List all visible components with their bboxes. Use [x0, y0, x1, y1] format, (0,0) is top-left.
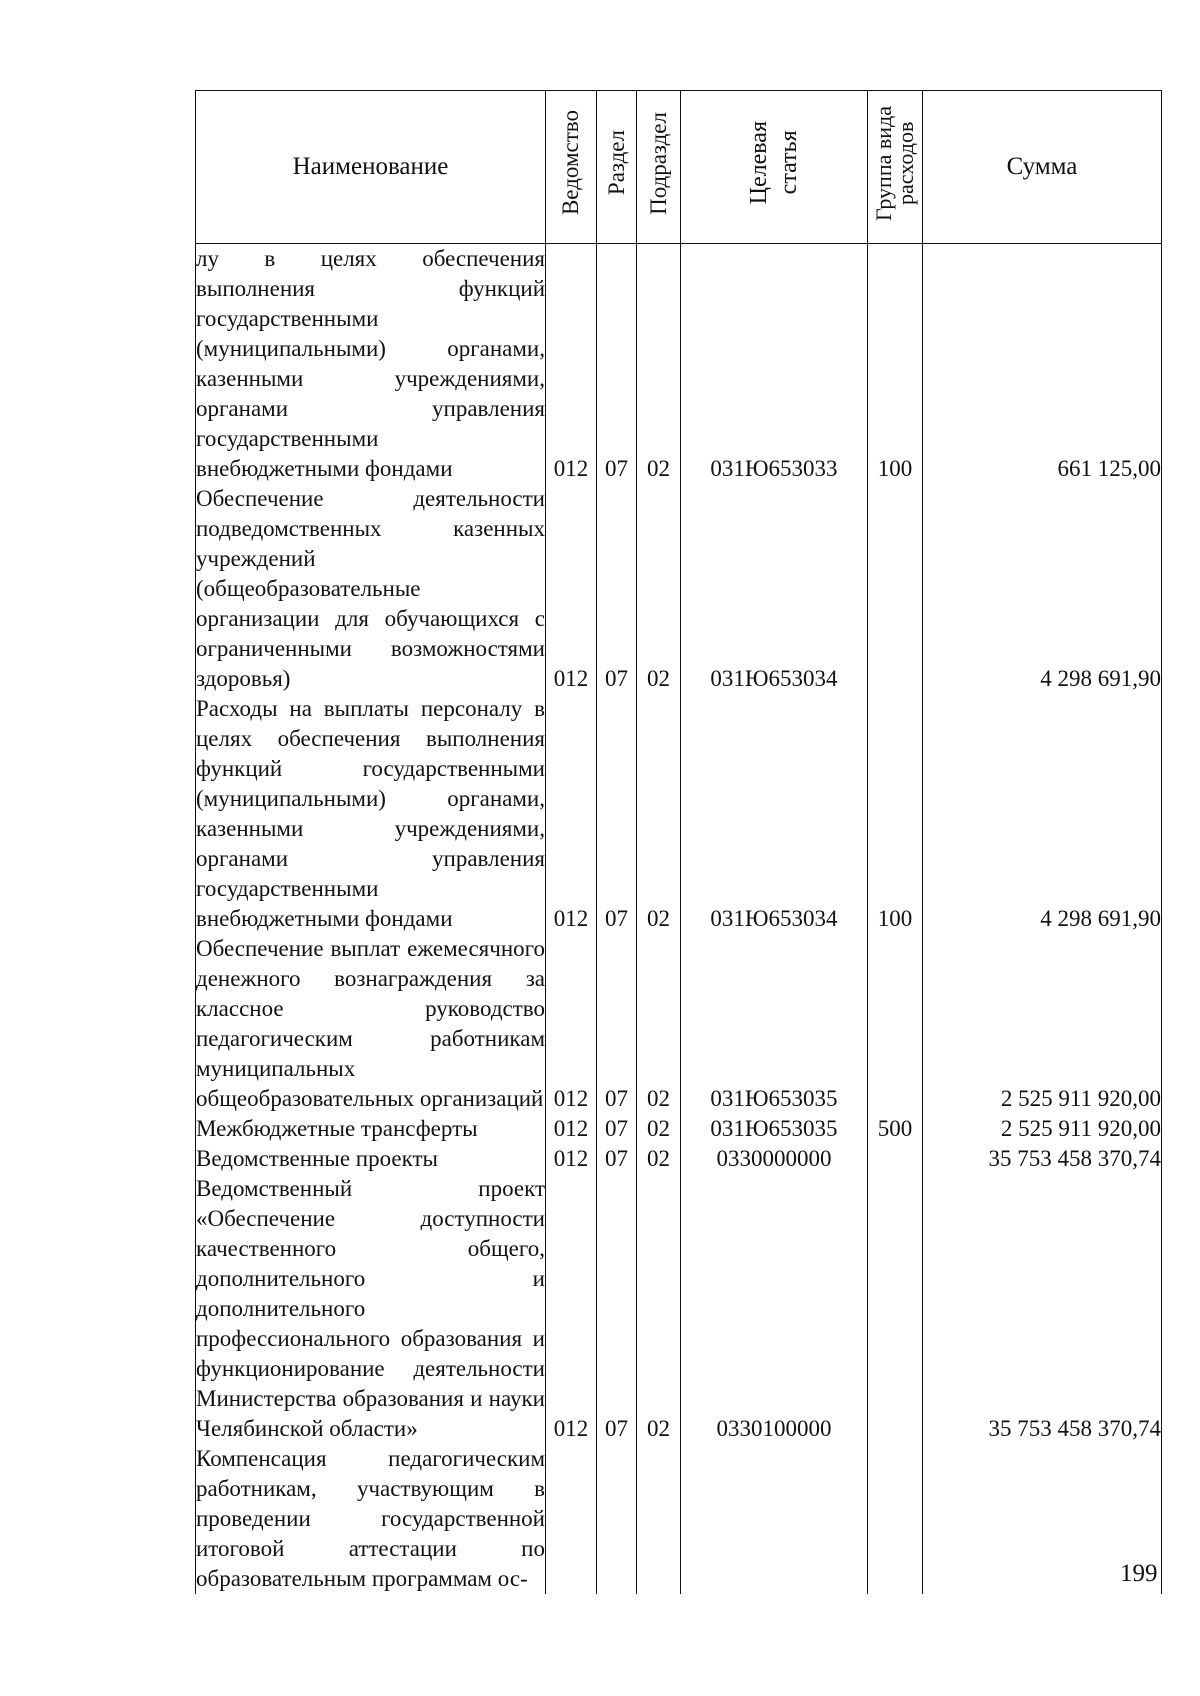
row-celevaya-statya: 031Ю653034 [681, 694, 868, 934]
row-podrazdel: 02 [637, 1114, 681, 1144]
row-razdel: 07 [597, 244, 637, 485]
table-header [196, 91, 1162, 244]
row-celevaya-statya: 031Ю653034 [681, 484, 868, 694]
header-gruppa-vida-rashodov [868, 91, 923, 244]
row-summa: 2 525 911 920,00 [923, 1114, 1162, 1144]
row-summa: 661 125,00 [923, 244, 1162, 485]
table-body [196, 244, 1162, 1595]
row-vedomstvo: 012 [546, 934, 597, 1114]
row-summa: 2 525 911 920,00 [923, 934, 1162, 1114]
header-razdel: Раздел [597, 91, 637, 244]
row-name: лу в целях обеспечения выполнения функций государственными (муниципальными) органами, казенными учреждениями, органами управления государственными внебюджетными фондами [196, 244, 546, 485]
row-gruppa [868, 934, 923, 1114]
header-celevaya-statya [681, 91, 868, 244]
row-name: Ведомственные проекты [196, 1144, 546, 1174]
row-name: Ведомственный проект «Обеспечение доступности качественного общего, дополнительного и дополнительного профессионального образования и функционирование деятельности Министерства образования и науки Челябинской области» [196, 1174, 546, 1444]
row-podrazdel: 02 [637, 244, 681, 485]
row-razdel: 07 [597, 1144, 637, 1174]
row-razdel: 07 [597, 1174, 637, 1444]
row-vedomstvo [546, 1444, 597, 1594]
row-razdel [597, 1444, 637, 1594]
header-celevaya-line1: Целевая [746, 121, 772, 205]
row-razdel: 07 [597, 484, 637, 694]
row-vedomstvo: 012 [546, 1174, 597, 1444]
row-celevaya-statya: 0330000000 [681, 1144, 868, 1174]
table-row [196, 1174, 1162, 1444]
row-podrazdel: 02 [637, 694, 681, 934]
row-podrazdel: 02 [637, 934, 681, 1114]
header-name: Наименование [196, 91, 546, 244]
row-gruppa [868, 1444, 923, 1594]
row-gruppa: 100 [868, 694, 923, 934]
row-vedomstvo: 012 [546, 694, 597, 934]
row-summa: 35 753 458 370,74 [923, 1174, 1162, 1444]
row-name: Обеспечение выплат ежемесячного денежного вознаграждения за классное руководство педагогическим работникам муниципальных общеобразовательных организаций [196, 934, 546, 1114]
row-name: Межбюджетные трансферты [196, 1114, 546, 1144]
row-celevaya-statya [681, 1444, 868, 1594]
row-name: Компенсация педагогическим работникам, участвующим в проведении государственной итоговой аттестации по образовательным программам ос- [196, 1444, 546, 1594]
row-celevaya-statya: 031Ю653033 [681, 244, 868, 485]
header-celevaya-line2: статья [776, 131, 802, 195]
row-gruppa: 100 [868, 244, 923, 485]
row-gruppa: 500 [868, 1114, 923, 1144]
row-summa: 4 298 691,90 [923, 484, 1162, 694]
row-razdel: 07 [597, 1114, 637, 1144]
row-gruppa [868, 1144, 923, 1174]
table-row [196, 934, 1162, 1114]
row-podrazdel: 02 [637, 1174, 681, 1444]
row-vedomstvo: 012 [546, 1114, 597, 1144]
table-row [196, 1144, 1162, 1174]
table-row [196, 1114, 1162, 1144]
header-podrazdel: Подраздел [637, 91, 681, 244]
row-podrazdel: 02 [637, 484, 681, 694]
table-row [196, 244, 1162, 485]
row-name: Расходы на выплаты персоналу в целях обеспечения выполнения функций государственными (муниципальными) органами, казенными учреждениями, органами управления государственными внебюджетными фондами [196, 694, 546, 934]
table-row [196, 1444, 1162, 1594]
row-razdel: 07 [597, 694, 637, 934]
row-razdel: 07 [597, 934, 637, 1114]
row-podrazdel [637, 1444, 681, 1594]
row-celevaya-statya: 031Ю653035 [681, 1114, 868, 1144]
row-celevaya-statya: 031Ю653035 [681, 934, 868, 1114]
row-summa: 35 753 458 370,74 [923, 1144, 1162, 1174]
row-vedomstvo: 012 [546, 484, 597, 694]
row-gruppa [868, 484, 923, 694]
row-podrazdel: 02 [637, 1144, 681, 1174]
row-vedomstvo: 012 [546, 244, 597, 485]
header-gruppa-line2: расходов [893, 121, 918, 205]
budget-table [195, 90, 1162, 1594]
row-summa: 4 298 691,90 [923, 694, 1162, 934]
row-celevaya-statya: 0330100000 [681, 1174, 868, 1444]
row-gruppa [868, 1174, 923, 1444]
row-vedomstvo: 012 [546, 1144, 597, 1174]
table-row [196, 484, 1162, 694]
table-row [196, 694, 1162, 934]
header-gruppa-line1: Группа вида [871, 105, 896, 221]
header-vedomstvo: Ведомство [546, 91, 597, 244]
header-summa: Сумма [923, 91, 1162, 244]
row-name: Обеспечение деятельности подведомственных казенных учреждений (общеобразовательные организации для обучающихся с ограниченными возможностями здоровья) [196, 484, 546, 694]
page-number: 199 [1120, 1560, 1158, 1587]
